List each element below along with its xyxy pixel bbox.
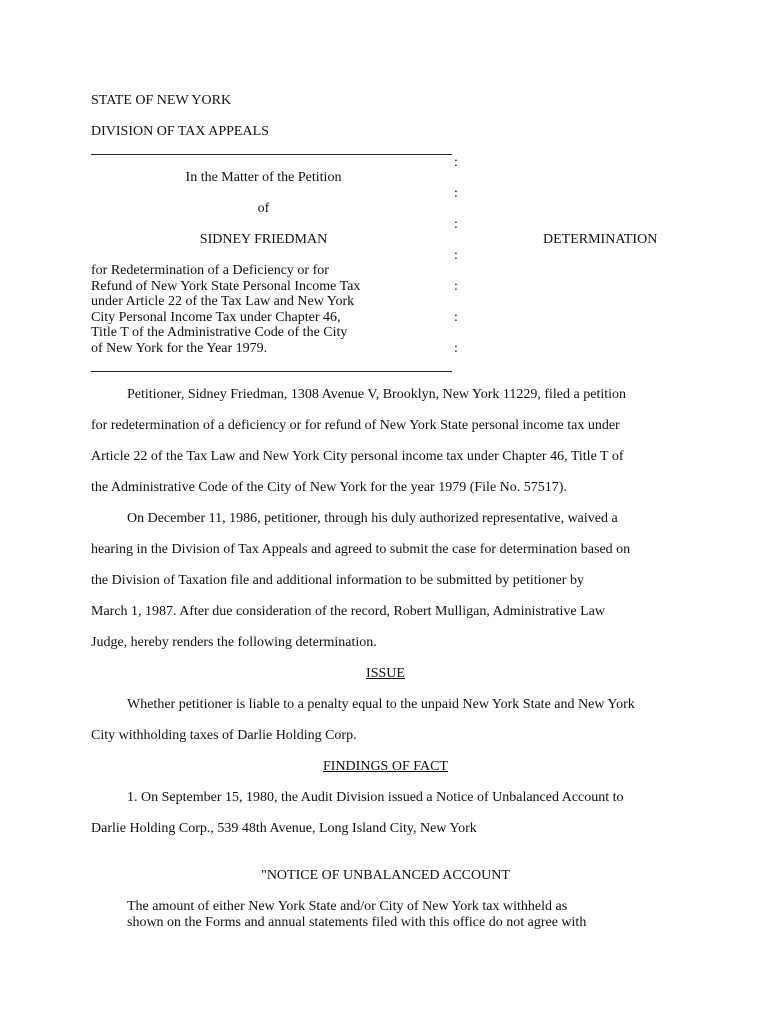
body-line: Article 22 of the Tax Law and New York City personal income tax under Chapter 46, Title T of xyxy=(91,449,624,464)
caption-colon: : xyxy=(454,310,458,325)
caption-description-line: for Redetermination of a Deficiency or for xyxy=(91,263,329,278)
caption-bottom-rule xyxy=(91,371,452,372)
body-line: On December 11, 1986, petitioner, through his duly authorized representative, waived a xyxy=(127,511,618,526)
caption-description-line: Refund of New York State Personal Income Tax xyxy=(91,279,361,294)
caption-description-line: City Personal Income Tax under Chapter 46, xyxy=(91,310,341,325)
caption-description-line: Title T of the Administrative Code of the City xyxy=(91,325,348,340)
agency-division: DIVISION OF TAX APPEALS xyxy=(91,124,269,139)
agency-state: STATE OF NEW YORK xyxy=(91,93,232,108)
body-line: Whether petitioner is liable to a penalty equal to the unpaid New York State and New York xyxy=(127,697,635,712)
notice-line: The amount of either New York State and/or City of New York tax withheld as xyxy=(127,899,568,914)
body-line: Darlie Holding Corp., 539 48th Avenue, Long Island City, New York xyxy=(91,821,477,836)
document-type: DETERMINATION xyxy=(543,232,658,247)
caption-colon: : xyxy=(454,217,458,232)
body-line: March 1, 1987. After due consideration of the record, Robert Mulligan, Administrative Law xyxy=(91,604,605,619)
notice-line: shown on the Forms and annual statements filed with this office do not agree with xyxy=(127,915,587,930)
body-line: hearing in the Division of Tax Appeals and agreed to submit the case for determination based on xyxy=(91,542,631,557)
of-line: of xyxy=(257,201,270,216)
body-line: Petitioner, Sidney Friedman, 1308 Avenue V, Brooklyn, New York 11229, filed a petition xyxy=(127,387,626,402)
body-line: 1. On September 15, 1980, the Audit Division issued a Notice of Unbalanced Account to xyxy=(127,790,624,805)
caption-top-rule xyxy=(91,154,452,155)
findings-heading: FINDINGS OF FACT xyxy=(323,759,448,774)
body-line: Judge, hereby renders the following determination. xyxy=(91,635,377,650)
caption-colon: : xyxy=(454,248,458,263)
caption-colon: : xyxy=(454,186,458,201)
body-line: for redetermination of a deficiency or for refund of New York State personal income tax under xyxy=(91,418,620,433)
body-line: City withholding taxes of Darlie Holding Corp. xyxy=(91,728,357,743)
caption-colon: : xyxy=(454,155,458,170)
caption-description-line: of New York for the Year 1979. xyxy=(91,341,268,356)
caption-colon: : xyxy=(454,341,458,356)
petitioner-name: SIDNEY FRIEDMAN xyxy=(199,232,328,247)
notice-heading: "NOTICE OF UNBALANCED ACCOUNT xyxy=(261,868,510,883)
matter-line: In the Matter of the Petition xyxy=(185,170,342,185)
body-line: the Division of Taxation file and additional information to be submitted by petitioner by xyxy=(91,573,584,588)
issue-heading: ISSUE xyxy=(366,666,405,681)
caption-description-line: under Article 22 of the Tax Law and New York xyxy=(91,294,355,309)
caption-colon: : xyxy=(454,279,458,294)
body-line: the Administrative Code of the City of New York for the year 1979 (File No. 57517). xyxy=(91,480,567,495)
